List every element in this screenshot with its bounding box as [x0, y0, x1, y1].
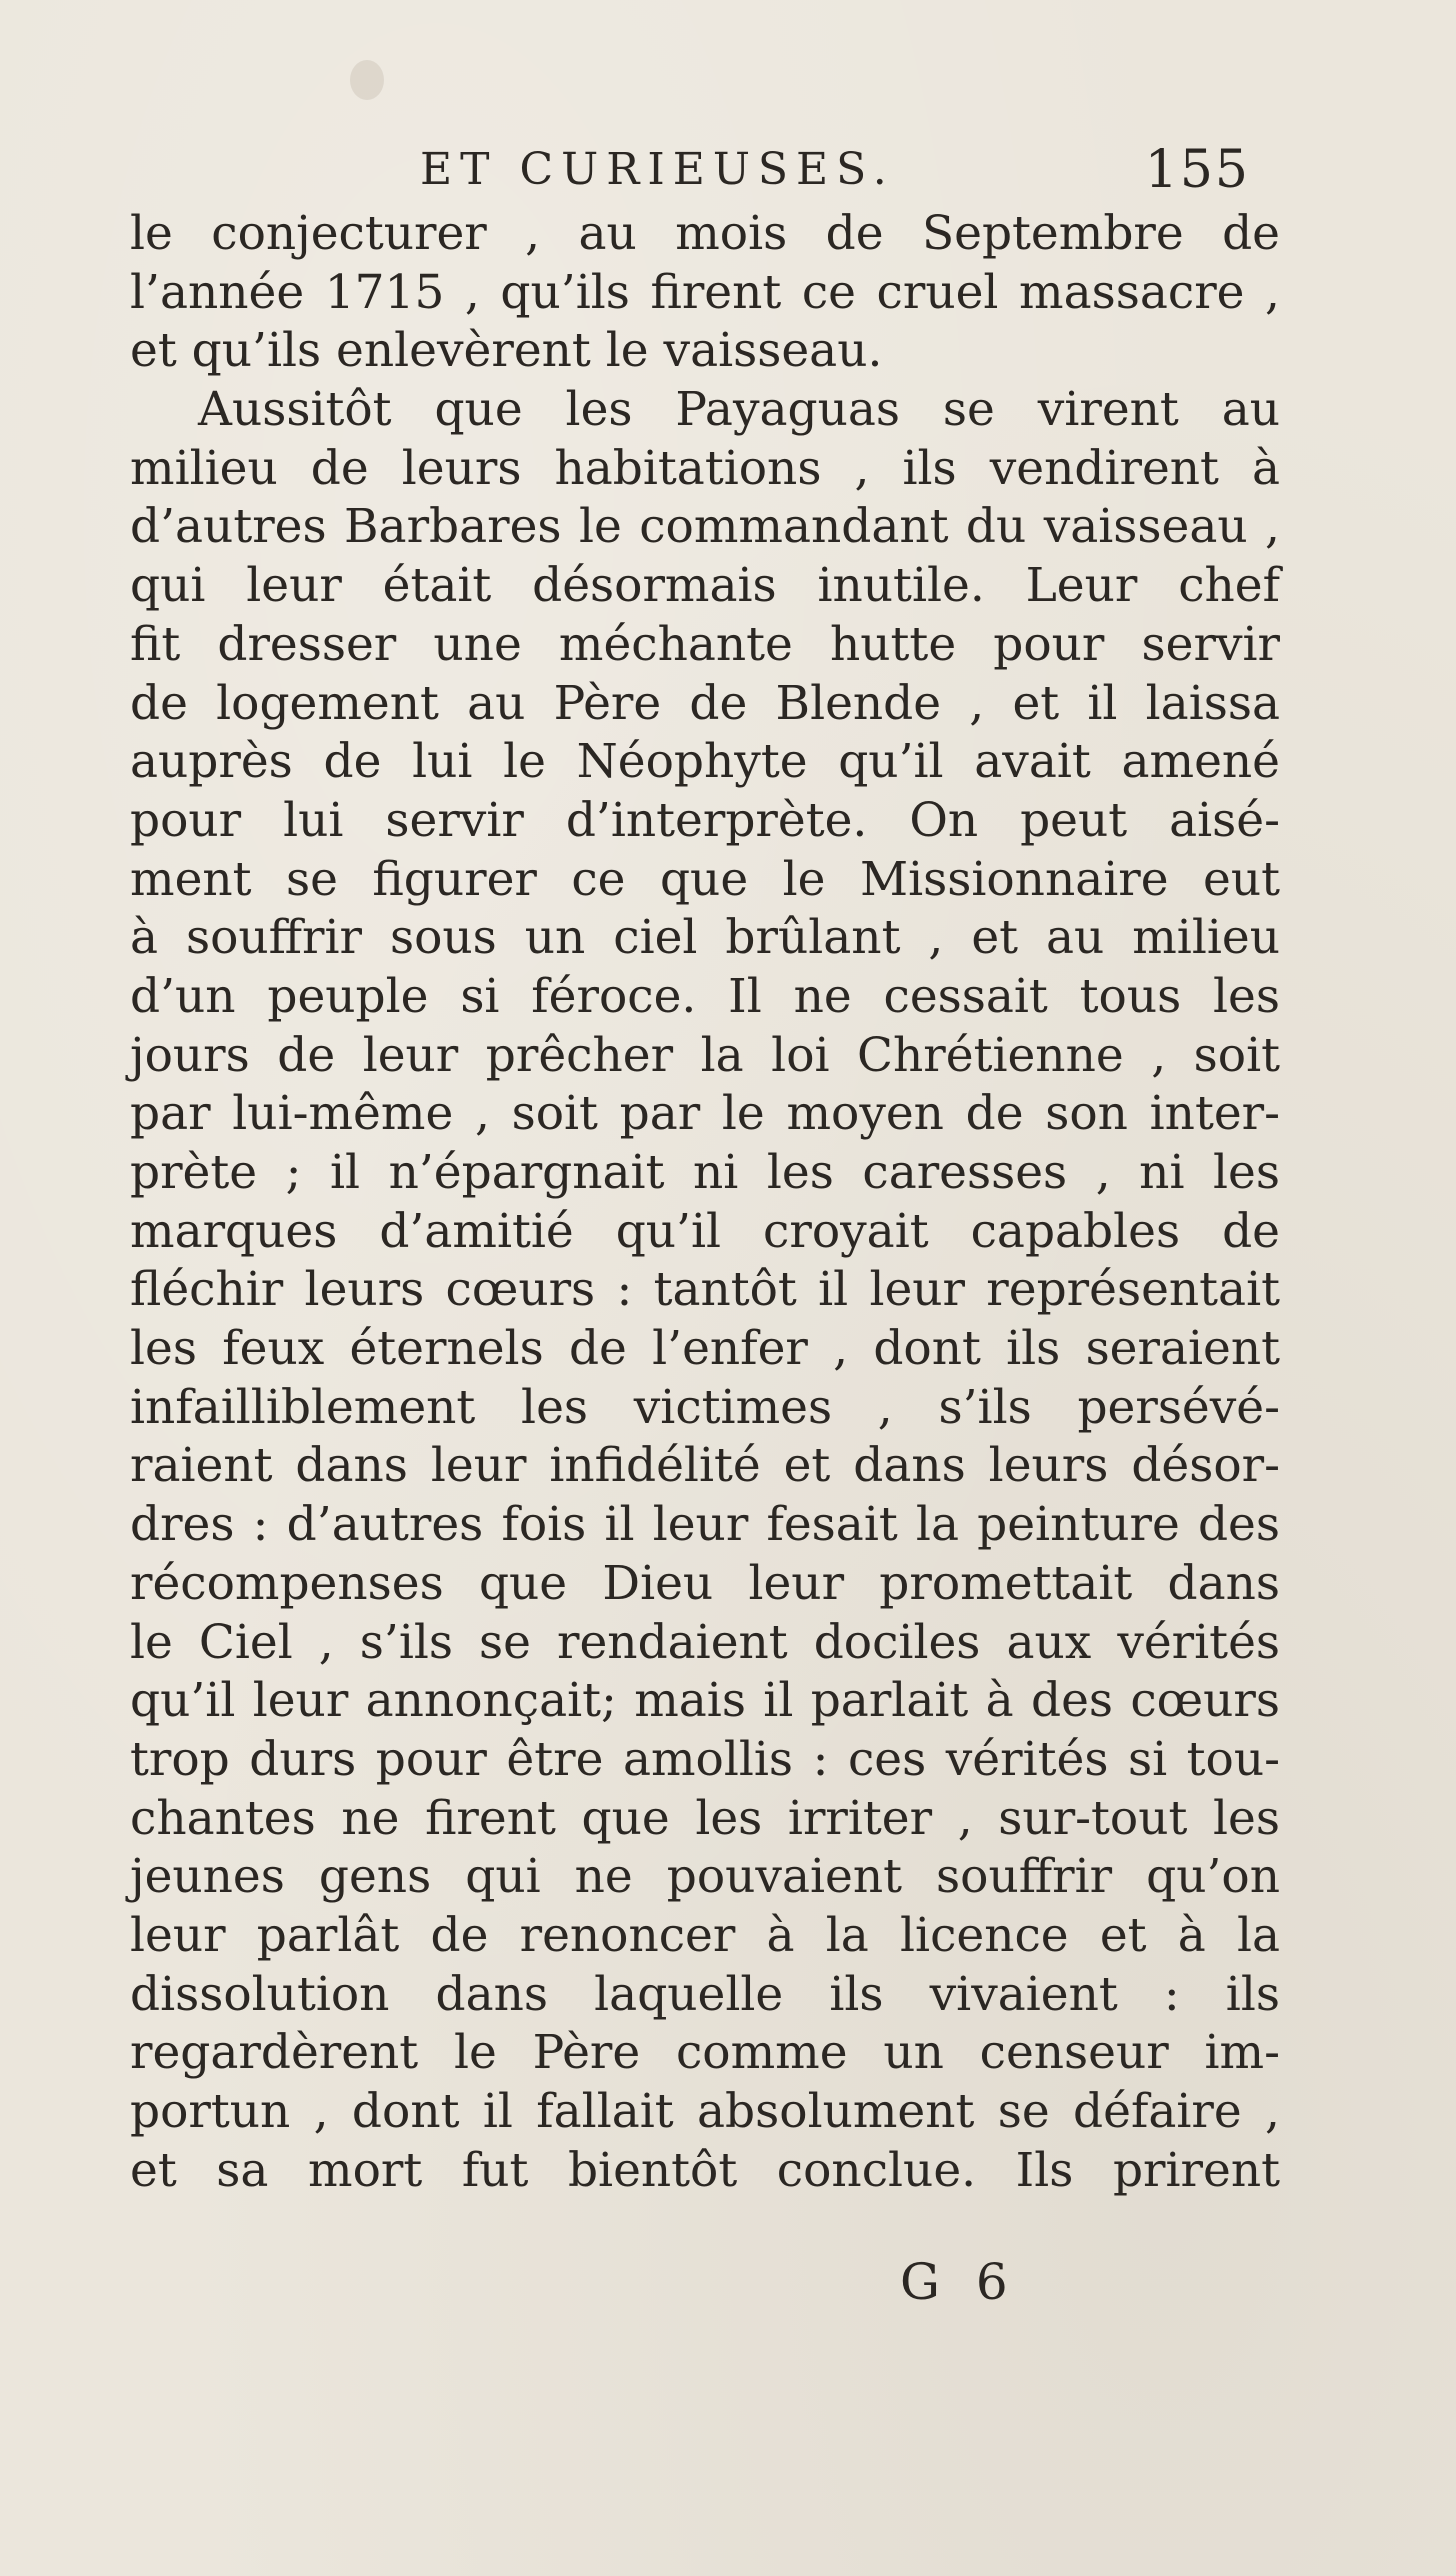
- text-line: portun , dont il fallait absolument se défaire ,: [130, 2084, 1280, 2139]
- text-line: le conjecturer , au mois de Septembre de: [130, 206, 1280, 261]
- text-line: dissolution dans laquelle ils vivaient : ils: [130, 1966, 1280, 2022]
- text-line: auprès de lui le Néophyte qu’il avait amené: [130, 734, 1280, 790]
- text-line: à souffrir sous un ciel brûlant , et au milieu: [130, 910, 1280, 966]
- running-title: ET CURIEUSES.: [420, 144, 895, 195]
- text-line: et sa mort fut bientôt conclue. Ils prirent: [130, 2142, 1280, 2198]
- text-line: milieu de leurs habitations , ils vendirent à: [130, 440, 1280, 496]
- text-line: leur parlât de renoncer à la licence et à la: [130, 1907, 1280, 1963]
- text-line: d’un peuple si féroce. Il ne cessait tous les: [130, 968, 1280, 1024]
- text-line: raient dans leur infidélité et dans leurs désor-: [130, 1438, 1280, 1494]
- text-line: ment se figurer ce que le Missionnaire eut: [130, 851, 1280, 907]
- text-line: et qu’ils enlevèrent le vaisseau.: [130, 323, 883, 379]
- text-line: Aussitôt que les Payaguas se virent au: [198, 382, 1280, 438]
- body-text: [130, 205, 1280, 2200]
- text-line: de logement au Père de Blende , et il laissa: [130, 675, 1280, 731]
- text-line: par lui-même , soit par le moyen de son inter-: [130, 1086, 1280, 1142]
- text-line: pour lui servir d’interprète. On peut aisé-: [130, 792, 1280, 848]
- text-line: trop durs pour être amollis : ces vérités si tou-: [130, 1731, 1280, 1787]
- text-line: chantes ne firent que les irriter , sur-tout les: [130, 1790, 1280, 1846]
- text-line: regardèrent le Père comme un censeur im-: [130, 2025, 1280, 2081]
- text-line: jours de leur prêcher la loi Chrétienne , soit: [130, 1027, 1280, 1083]
- text-line: l’année 1715 , qu’ils firent ce cruel massacre ,: [130, 264, 1280, 320]
- signature-mark: G 6: [900, 2253, 1018, 2311]
- text-line: fléchir leurs cœurs : tantôt il leur représentait: [130, 1262, 1280, 1318]
- text-line: les feux éternels de l’enfer , dont ils seraient: [130, 1321, 1280, 1377]
- page-number: 155: [1144, 140, 1250, 200]
- text-line: le Ciel , s’ils se rendaient dociles aux vérités: [130, 1614, 1280, 1670]
- text-line: récompenses que Dieu leur promettait dans: [130, 1555, 1280, 1611]
- text-line: infailliblement les victimes , s’ils persévé-: [130, 1379, 1280, 1435]
- text-line: qu’il leur annonçait; mais il parlait à des cœurs: [130, 1673, 1280, 1729]
- paper-stain: [350, 60, 384, 100]
- text-line: dres : d’autres fois il leur fesait la peinture des: [130, 1497, 1280, 1553]
- text-line: jeunes gens qui ne pouvaient souffrir qu’on: [130, 1849, 1280, 1905]
- text-line: prète ; il n’épargnait ni les caresses , ni les: [130, 1145, 1280, 1200]
- text-line: fit dresser une méchante hutte pour servir: [130, 616, 1280, 672]
- text-line: qui leur était désormais inutile. Leur chef: [130, 558, 1280, 614]
- text-line: marques d’amitié qu’il croyait capables de: [130, 1203, 1280, 1259]
- text-line: d’autres Barbares le commandant du vaisseau ,: [130, 499, 1280, 555]
